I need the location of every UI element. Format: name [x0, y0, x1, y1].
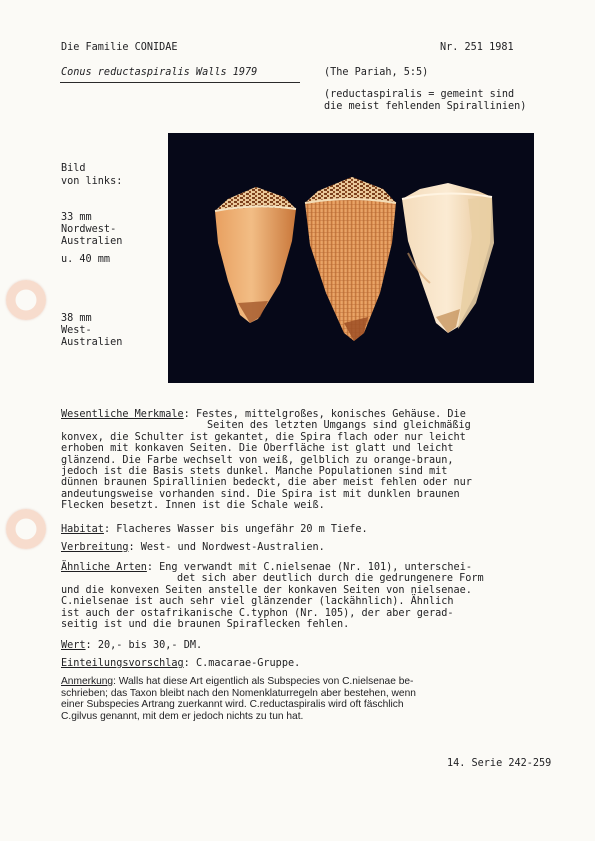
punch-hole-top: [6, 280, 46, 320]
species-underline: [60, 82, 300, 83]
merkmale-line-2: Seiten des letzten Umgangs sind gleichmäßig: [207, 420, 471, 432]
shell-center: [305, 177, 396, 341]
specimen1-region-b: Australien: [61, 236, 123, 247]
anmerkung-line-1: Walls hat diese Art eigentlich als Subspecies von C.nielsenae be-: [118, 676, 414, 687]
etymology-line-1: (reductaspiralis = gemeint sind: [324, 89, 515, 100]
aehnliche-line-4: C.nielsenae ist auch sehr viel glänzender (lackähnlich). Ähnlich: [61, 596, 454, 608]
einteilung-text: C.macarae-Gruppe.: [195, 658, 301, 669]
series-footer: 14. Serie 242-259: [447, 758, 552, 769]
einteilung-label: Einteilungsvorschlag: [61, 658, 184, 669]
specimen2-size: 38 mm: [61, 313, 92, 324]
merkmale-block: Wesentliche Merkmale: Festes, mittelgroßes, konisches Gehäuse. Die Seiten des letzten Umgangs sind gleichmäßig konvex, die Schulter ist gekantet, die Spira flach oder nur leicht erhoben mit konkaven Seiten. Die Oberfläche ist glatt und leicht glänzend. Die Farbe wechselt von weiß, gelblich zu orange-braun, jedoch ist die Basis stets dunkel. Manche Populationen sind mit dünnen braunen Spirallinien bedeckt, die aber meist fehlen oder nur andeutungsweise vorhanden sind. Die Spira ist mit dunklen braunen Flecken besetzt. Innen ist die Schale weiß.: [61, 409, 472, 512]
shell-illustration: [168, 133, 534, 383]
wert-block: Wert: 20,- bis 30,- DM.: [61, 640, 203, 651]
anmerkung-block: Anmerkung: Walls hat diese Art eigentlich als Subspecies von C.nielsenae be- schrieben; das Taxon bleibt nach den Nomenklaturregeln aber bestehen, wenn einer Subspecies Artrang zuerkannt wird. C.reductaspiralis wird oft fäschlich C.gilvus genannt, mit dem er jedoch nichts zu tun hat.: [61, 676, 416, 722]
specimen2-region-b: Australien: [61, 337, 123, 348]
caption-von-links: von links:: [61, 176, 123, 187]
aehnliche-label: Ähnliche Arten: [61, 562, 147, 573]
species-name: Conus reductaspiralis Walls 1979: [61, 67, 258, 78]
aehnliche-line-5: ist auch der ostafrikanische C.typhon (Nr. 105), der aber gerad-: [61, 607, 454, 619]
merkmale-line-9: Flecken besetzt. Innen ist die Schale weiß.: [61, 500, 325, 512]
aehnliche-block: Ähnliche Arten: Eng verwandt mit C.nielsenae (Nr. 101), unterschei- det sich aber deutlich durch die gedrungenere Form und die konvexen Seiten anstelle der konkaven Seiten von nielsenae. C.nielsenae ist auch sehr viel glänzender (lackähnlich). Ähnlich ist auch der ostafrikanische C.typhon (Nr. 105), der aber gerad- seitig ist und die braunen Spiraflecken fehlen.: [61, 562, 484, 631]
wert-label: Wert: [61, 640, 86, 651]
anmerkung-label: Anmerkung: [61, 676, 114, 687]
specimen1-second-size: u. 40 mm: [61, 254, 111, 265]
etymology-line-2: die meist fehlenden Spirallinien): [324, 101, 527, 112]
shell-left: [215, 187, 296, 323]
verbreitung-text: West- und Nordwest-Australien.: [140, 542, 325, 553]
einteilung-block: Einteilungsvorschlag: C.macarae-Gruppe.: [61, 658, 301, 669]
punch-hole-bottom: [6, 509, 46, 549]
specimen1-size: 33 mm: [61, 212, 92, 223]
habitat-block: Habitat: Flacheres Wasser bis ungefähr 20 m Tiefe.: [61, 524, 368, 535]
card-number: Nr. 251 1981: [440, 42, 514, 53]
merkmale-label: Wesentliche Merkmale: [61, 409, 184, 420]
anmerkung-line-3: einer Subspecies Artrang zuerkannt wird. C.reductaspiralis wird oft fäschlich: [61, 699, 404, 711]
merkmale-line-6: jedoch ist die Basis stets dunkel. Manche Populationen sind mit: [61, 466, 448, 478]
aehnliche-line-6: seitig ist und die braunen Spiraflecken fehlen.: [61, 619, 350, 631]
shell-photo: [168, 133, 534, 383]
merkmale-line-7: dünnen braunen Spirallinien bedeckt, die aber meist fehlen oder nur: [61, 477, 472, 489]
wert-text: 20,- bis 30,- DM.: [97, 640, 203, 651]
specimen1-region-a: Nordwest-: [61, 224, 117, 235]
merkmale-line-8: andeutungsweise vorhanden sind. Die Spira ist mit dunklen braunen: [61, 488, 460, 500]
merkmale-line-3: konvex, die Schulter ist gekantet, die Spira flach oder nur leicht: [61, 431, 466, 443]
aehnliche-line-2: det sich aber deutlich durch die gedrungenere Form: [177, 573, 484, 585]
habitat-label: Habitat: [61, 524, 104, 535]
verbreitung-label: Verbreitung: [61, 542, 129, 553]
specimen2-region-a: West-: [61, 325, 92, 336]
merkmale-line-1: Festes, mittelgroßes, konisches Gehäuse. Die: [195, 409, 466, 420]
family-title: Die Familie CONIDAE: [61, 42, 178, 53]
verbreitung-block: Verbreitung: West- und Nordwest-Australien.: [61, 542, 325, 553]
reference: (The Pariah, 5:5): [324, 67, 429, 78]
anmerkung-line-4: C.gilvus genannt, mit dem er jedoch nichts zu tun hat.: [61, 710, 304, 722]
caption-bild: Bild: [61, 163, 86, 174]
anmerkung-line-2: schrieben; das Taxon bleibt nach den Nomenklaturregeln aber bestehen, wenn: [61, 687, 416, 699]
shell-right: [402, 183, 494, 333]
habitat-text: Flacheres Wasser bis ungefähr 20 m Tiefe.: [116, 524, 368, 535]
aehnliche-line-1: Eng verwandt mit C.nielsenae (Nr. 101), unterschei-: [159, 562, 472, 573]
aehnliche-line-3: und die konvexen Seiten anstelle der konkaven Seiten von nielsenae.: [61, 584, 472, 596]
merkmale-line-5: glänzend. Die Farbe wechselt von weiß, gelblich zu orange-braun,: [61, 454, 454, 466]
merkmale-line-4: erhoben mit konkaven Seiten. Die Oberfläche ist glatt und leicht: [61, 443, 454, 455]
